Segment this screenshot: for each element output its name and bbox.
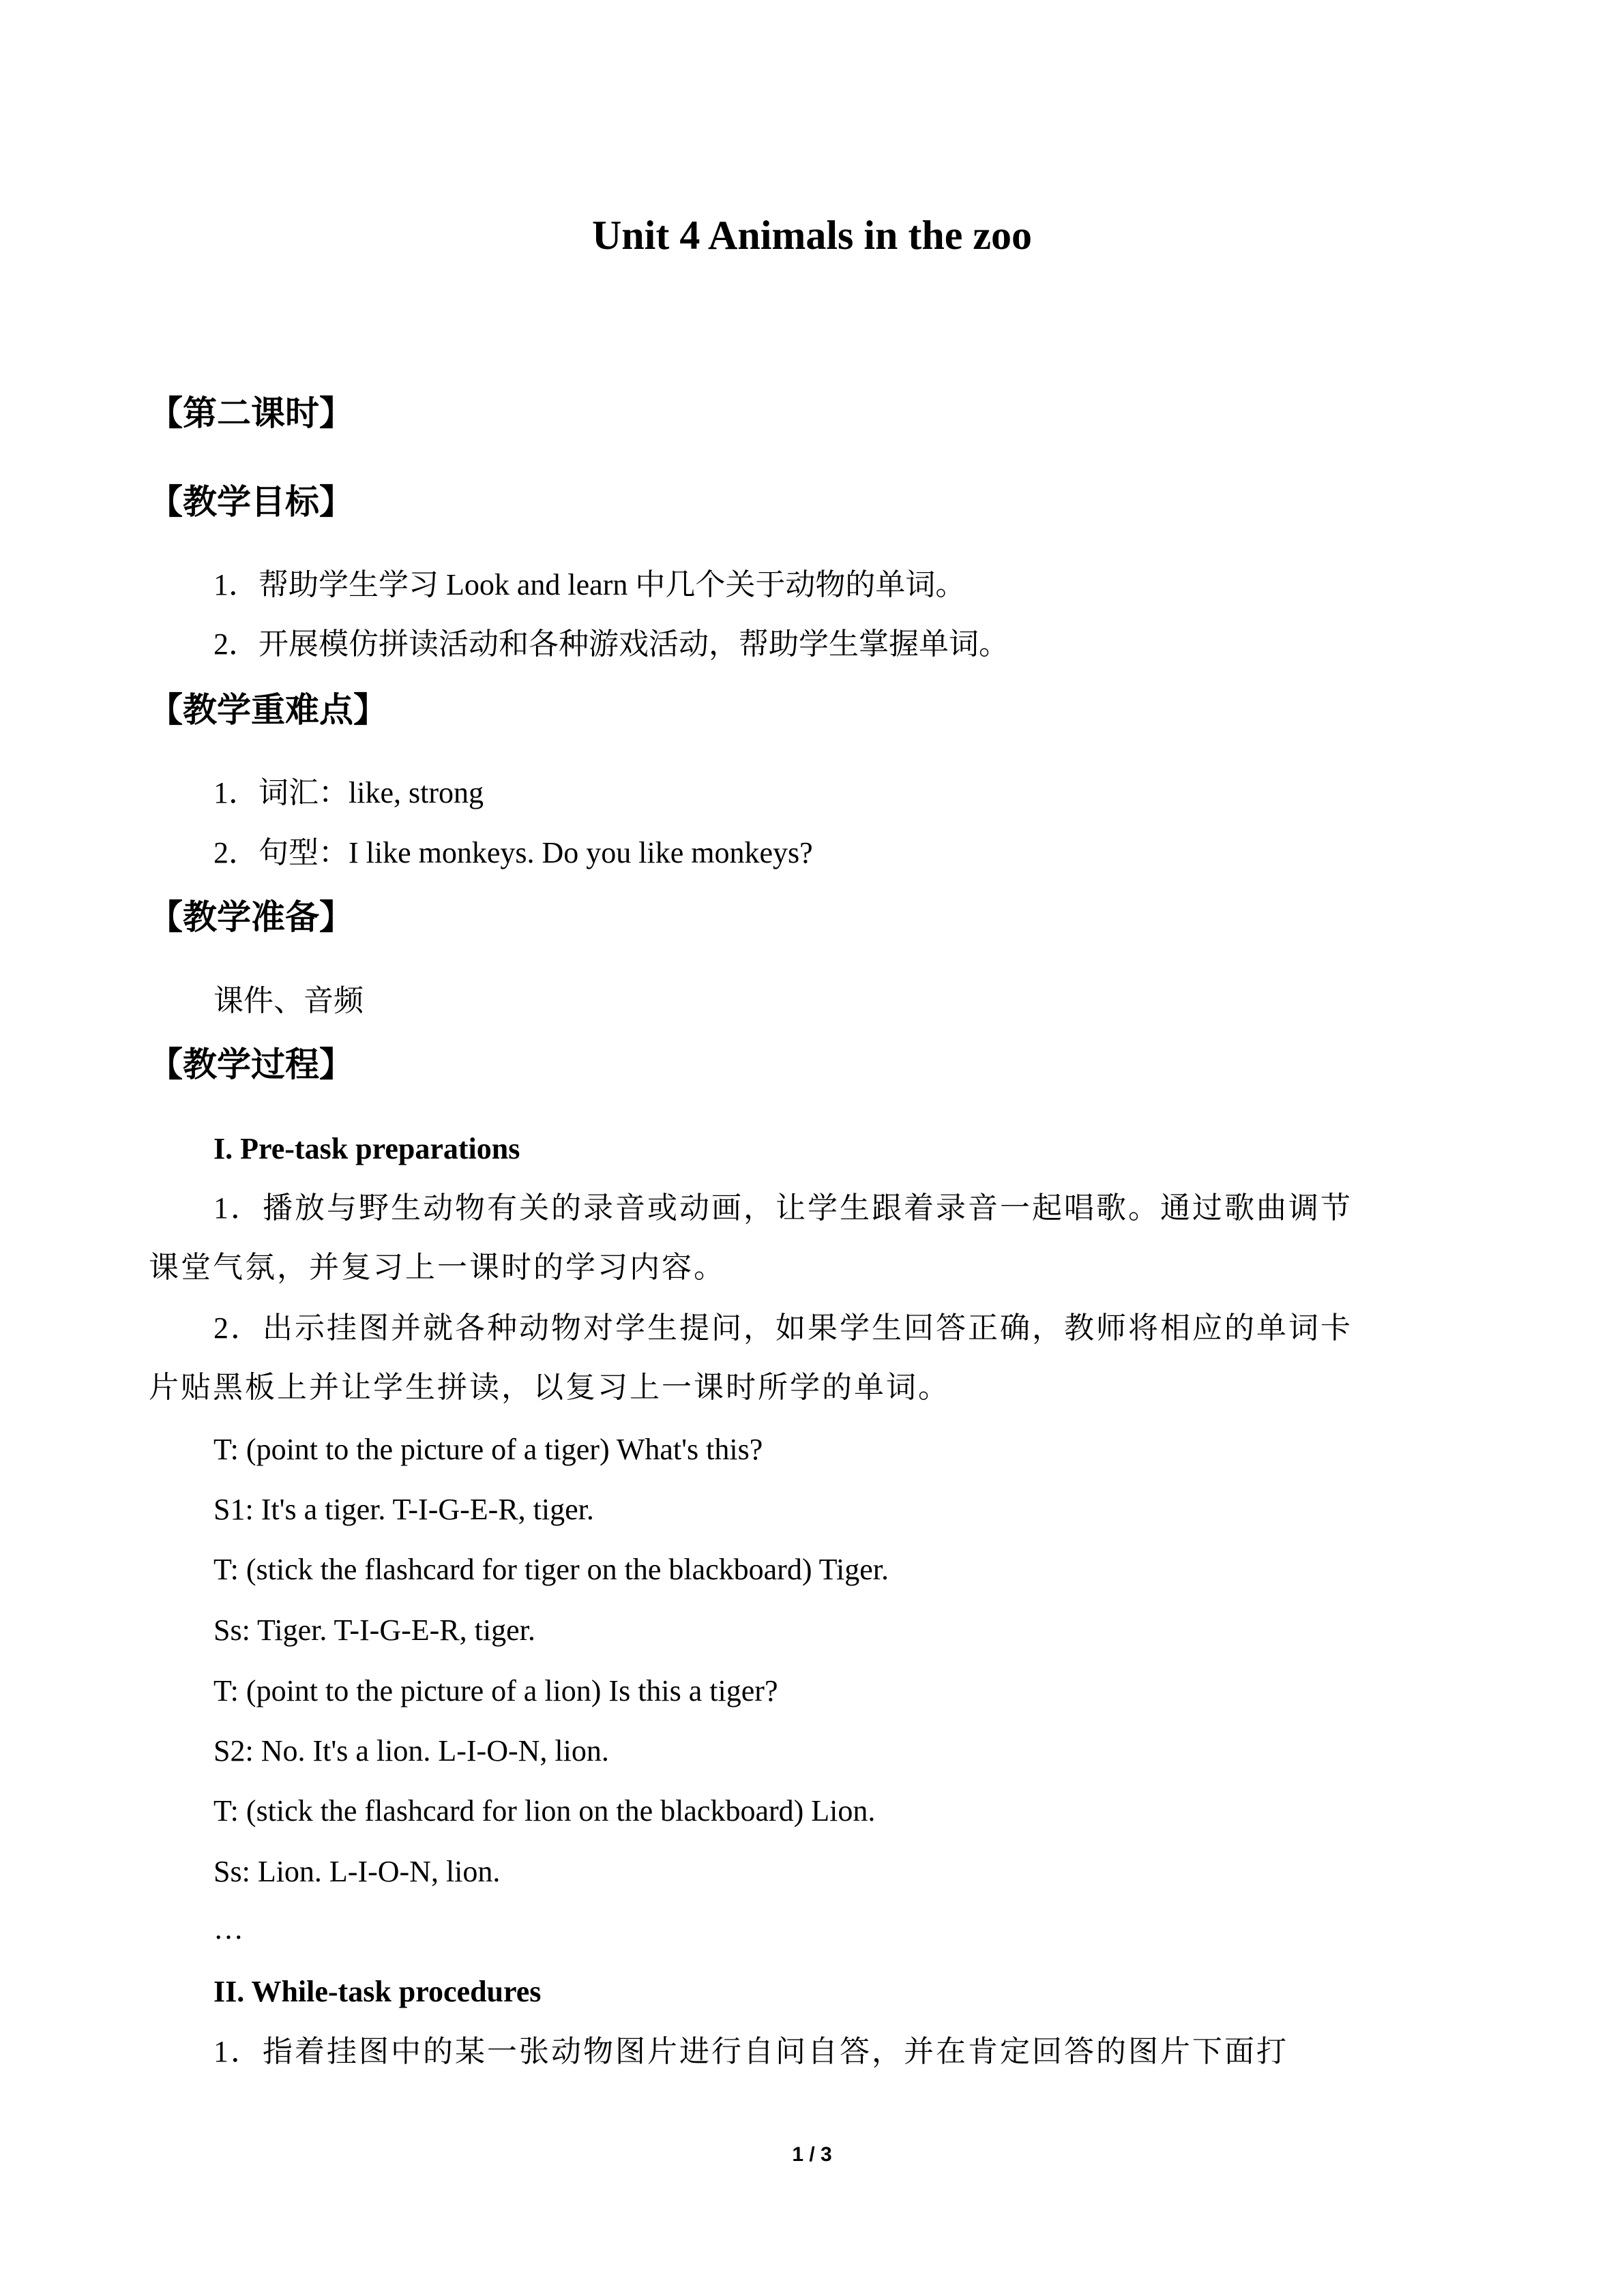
pre-task-step-2-line-1: 2．出示挂图并就各种动物对学生提问，如果学生回答正确，教师将相应的单词卡	[213, 1311, 1353, 1345]
dialogue-line-7: T: (stick the flashcard for lion on the blackboard) Lion.	[213, 1794, 876, 1828]
page-number: 1 / 3	[792, 2143, 832, 2166]
while-task-step-1-line-1: 1．指着挂图中的某一张动物图片进行自问自答，并在肯定回答的图片下面打	[213, 2035, 1288, 2068]
keypoint-item-2: 2．句型：I like monkeys. Do you like monkeys?	[213, 836, 813, 869]
dialogue-line-4: Ss: Tiger. T-I-G-E-R, tiger.	[213, 1613, 535, 1647]
pre-task-title: I. Pre-task preparations	[213, 1132, 520, 1165]
pre-task-step-1-line-1: 1．播放与野生动物有关的录音或动画，让学生跟着录音一起唱歌。通过歌曲调节	[213, 1191, 1353, 1225]
preparation-text: 课件、音频	[213, 984, 364, 1017]
dialogue-line-3: T: (stick the flashcard for tiger on the blackboard) Tiger.	[213, 1553, 889, 1586]
objective-item-1: 1．帮助学生学习 Look and learn 中几个关于动物的单词。	[213, 568, 966, 601]
keypoints-heading: 【教学重难点】	[149, 690, 387, 730]
lesson-heading: 【第二课时】	[149, 393, 353, 433]
objective-item-2: 2．开展模仿拼读活动和各种游戏活动，帮助学生掌握单词。	[213, 627, 1009, 661]
dialogue-line-8: Ss: Lion. L-I-O-N, lion.	[213, 1855, 501, 1888]
dialogue-line-2: S1: It's a tiger. T-I-G-E-R, tiger.	[213, 1493, 594, 1526]
dialogue-line-6: S2: No. It's a lion. L-I-O-N, lion.	[213, 1734, 609, 1768]
dialogue-line-1: T: (point to the picture of a tiger) What's this?	[213, 1433, 763, 1466]
dialogue-line-5: T: (point to the picture of a lion) Is this a tiger?	[213, 1674, 778, 1708]
keypoint-item-1: 1．词汇：like, strong	[213, 776, 484, 809]
dialogue-ellipsis: …	[213, 1912, 243, 1945]
process-heading: 【教学过程】	[149, 1045, 353, 1084]
pre-task-step-2-line-2: 片贴黑板上并让学生拼读，以复习上一课时所学的单词。	[149, 1371, 950, 1404]
while-task-title: II. While-task procedures	[213, 1975, 542, 2008]
pre-task-step-1-line-2: 课堂气氛，并复习上一课时的学习内容。	[149, 1251, 726, 1284]
preparation-heading: 【教学准备】	[149, 897, 353, 937]
document-title: Unit 4 Animals in the zoo	[591, 213, 1033, 258]
objectives-heading: 【教学目标】	[149, 482, 353, 522]
